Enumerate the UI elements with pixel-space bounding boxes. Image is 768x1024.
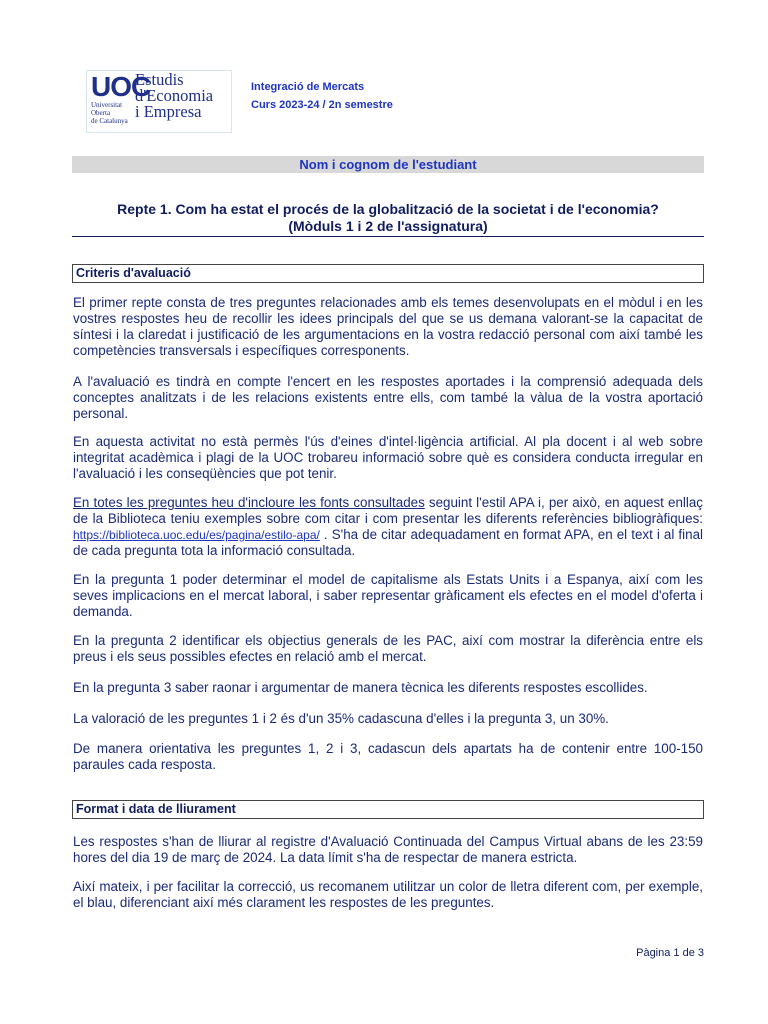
paragraph: En la pregunta 2 identificar els objectius generals de les PAC, així com mostrar la diferència entre els preus i els seus possibles efectes en relació amb el mercat.	[73, 633, 703, 664]
logo-university	[91, 101, 128, 125]
student-name-bar: Nom i cognom de l'estudiant	[72, 156, 704, 173]
sources-text-end: . S'ha de citar adequadament en format APA, en el text i al final de cada pregunta tota la informació consultada.	[73, 527, 703, 558]
paragraph: Així mateix, i per facilitar la correcció, us recomanem utilitzar un color de lletra diferent com, per exemple, el blau, diferenciant així més clarament les respostes de les preguntes.	[73, 879, 703, 910]
repte-title-line1: Repte 1. Com ha estat el procés de la globalització de la societat i de l'economia?	[117, 201, 659, 217]
paragraph: La valoració de les preguntes 1 i 2 és d'un 35% cadascuna d'elles i la pregunta 3, un 30%.	[73, 711, 609, 726]
page-number: Pàgina 1 de 3	[636, 947, 704, 959]
title-divider	[72, 236, 704, 237]
paragraph: En la pregunta 3 saber raonar i argumentar de manera tècnica les diferents respostes escollides.	[73, 680, 648, 695]
logo-title-line: d'Economia	[135, 86, 214, 105]
logo-brand: UOC	[91, 71, 151, 102]
apa-style-link[interactable]: https://biblioteca.uoc.edu/es/pagina/estilo-apa/	[73, 528, 320, 542]
uoc-logo	[86, 70, 232, 133]
sources-text: seguint l'estil APA i, per això, en aquest enllaç de la Biblioteca teniu exemples sobre com citar i com presentar les diferents referències bibliogràfiques:	[73, 495, 703, 526]
section-heading-criteris: Criteris d'avaluació	[72, 264, 704, 283]
paragraph: El primer repte consta de tres preguntes relacionades amb els temes desenvolupats en el mòdul i en les vostres respostes heu de recollir les idees principals del que se us demana valorant-se la capacitat de síntesi i la claredat i justificació de les argumentacions en la vostra redacció personal com així també les competències transversals i específiques corresponents.	[73, 295, 703, 358]
logo-title-line: Estudis	[135, 70, 184, 89]
logo-university-line: Universitat	[91, 101, 123, 109]
logo-title	[135, 72, 213, 120]
logo-title-line: i Empresa	[135, 102, 202, 121]
paragraph: Les respostes s'han de lliurar al registre d'Avaluació Continuada del Campus Virtual abans de les 23:59 hores del dia 19 de març de 2024. La data límit s'ha de respectar de manera estricta.	[73, 834, 703, 865]
section-heading-format: Format i data de lliurament	[72, 800, 704, 819]
paragraph-sources	[73, 495, 703, 559]
logo-university-line: de Catalunya	[91, 117, 128, 125]
paragraph: En la pregunta 1 poder determinar el model de capitalisme als Estats Units i a Espanya, així com les seves implicacions en el mercat laboral, i saber representar gràficament els efectes en el model d'oferta i demanda.	[73, 572, 703, 619]
repte-title	[72, 201, 704, 235]
course-name: Integració de Mercats	[251, 81, 365, 93]
paragraph: A l'avaluació es tindrà en compte l'encert en les respostes aportades i la comprensió adequada dels conceptes analitzats i de les relacions existents entre ells, com també la vàlua de la vostra aportació personal.	[73, 374, 703, 421]
sources-underlined-text: En totes les preguntes heu d'incloure les fonts consultades	[73, 495, 425, 510]
paragraph: De manera orientativa les preguntes 1, 2 i 3, cadascun dels apartats ha de contenir entre 100-150 paraules cada resposta.	[73, 741, 703, 772]
paragraph: En aquesta activitat no està permès l'ús d'eines d'intel·ligència artificial. Al pla docent i al web sobre integritat acadèmica i plagi de la UOC trobareu informació sobre què es considera conducta irregular en l'avaluació i les conseqüències que pot tenir.	[73, 434, 703, 481]
course-term: Curs 2023-24 / 2n semestre	[251, 99, 393, 111]
logo-university-line: Oberta	[91, 109, 111, 117]
repte-title-line2: (Mòduls 1 i 2 de l'assignatura)	[288, 218, 488, 234]
